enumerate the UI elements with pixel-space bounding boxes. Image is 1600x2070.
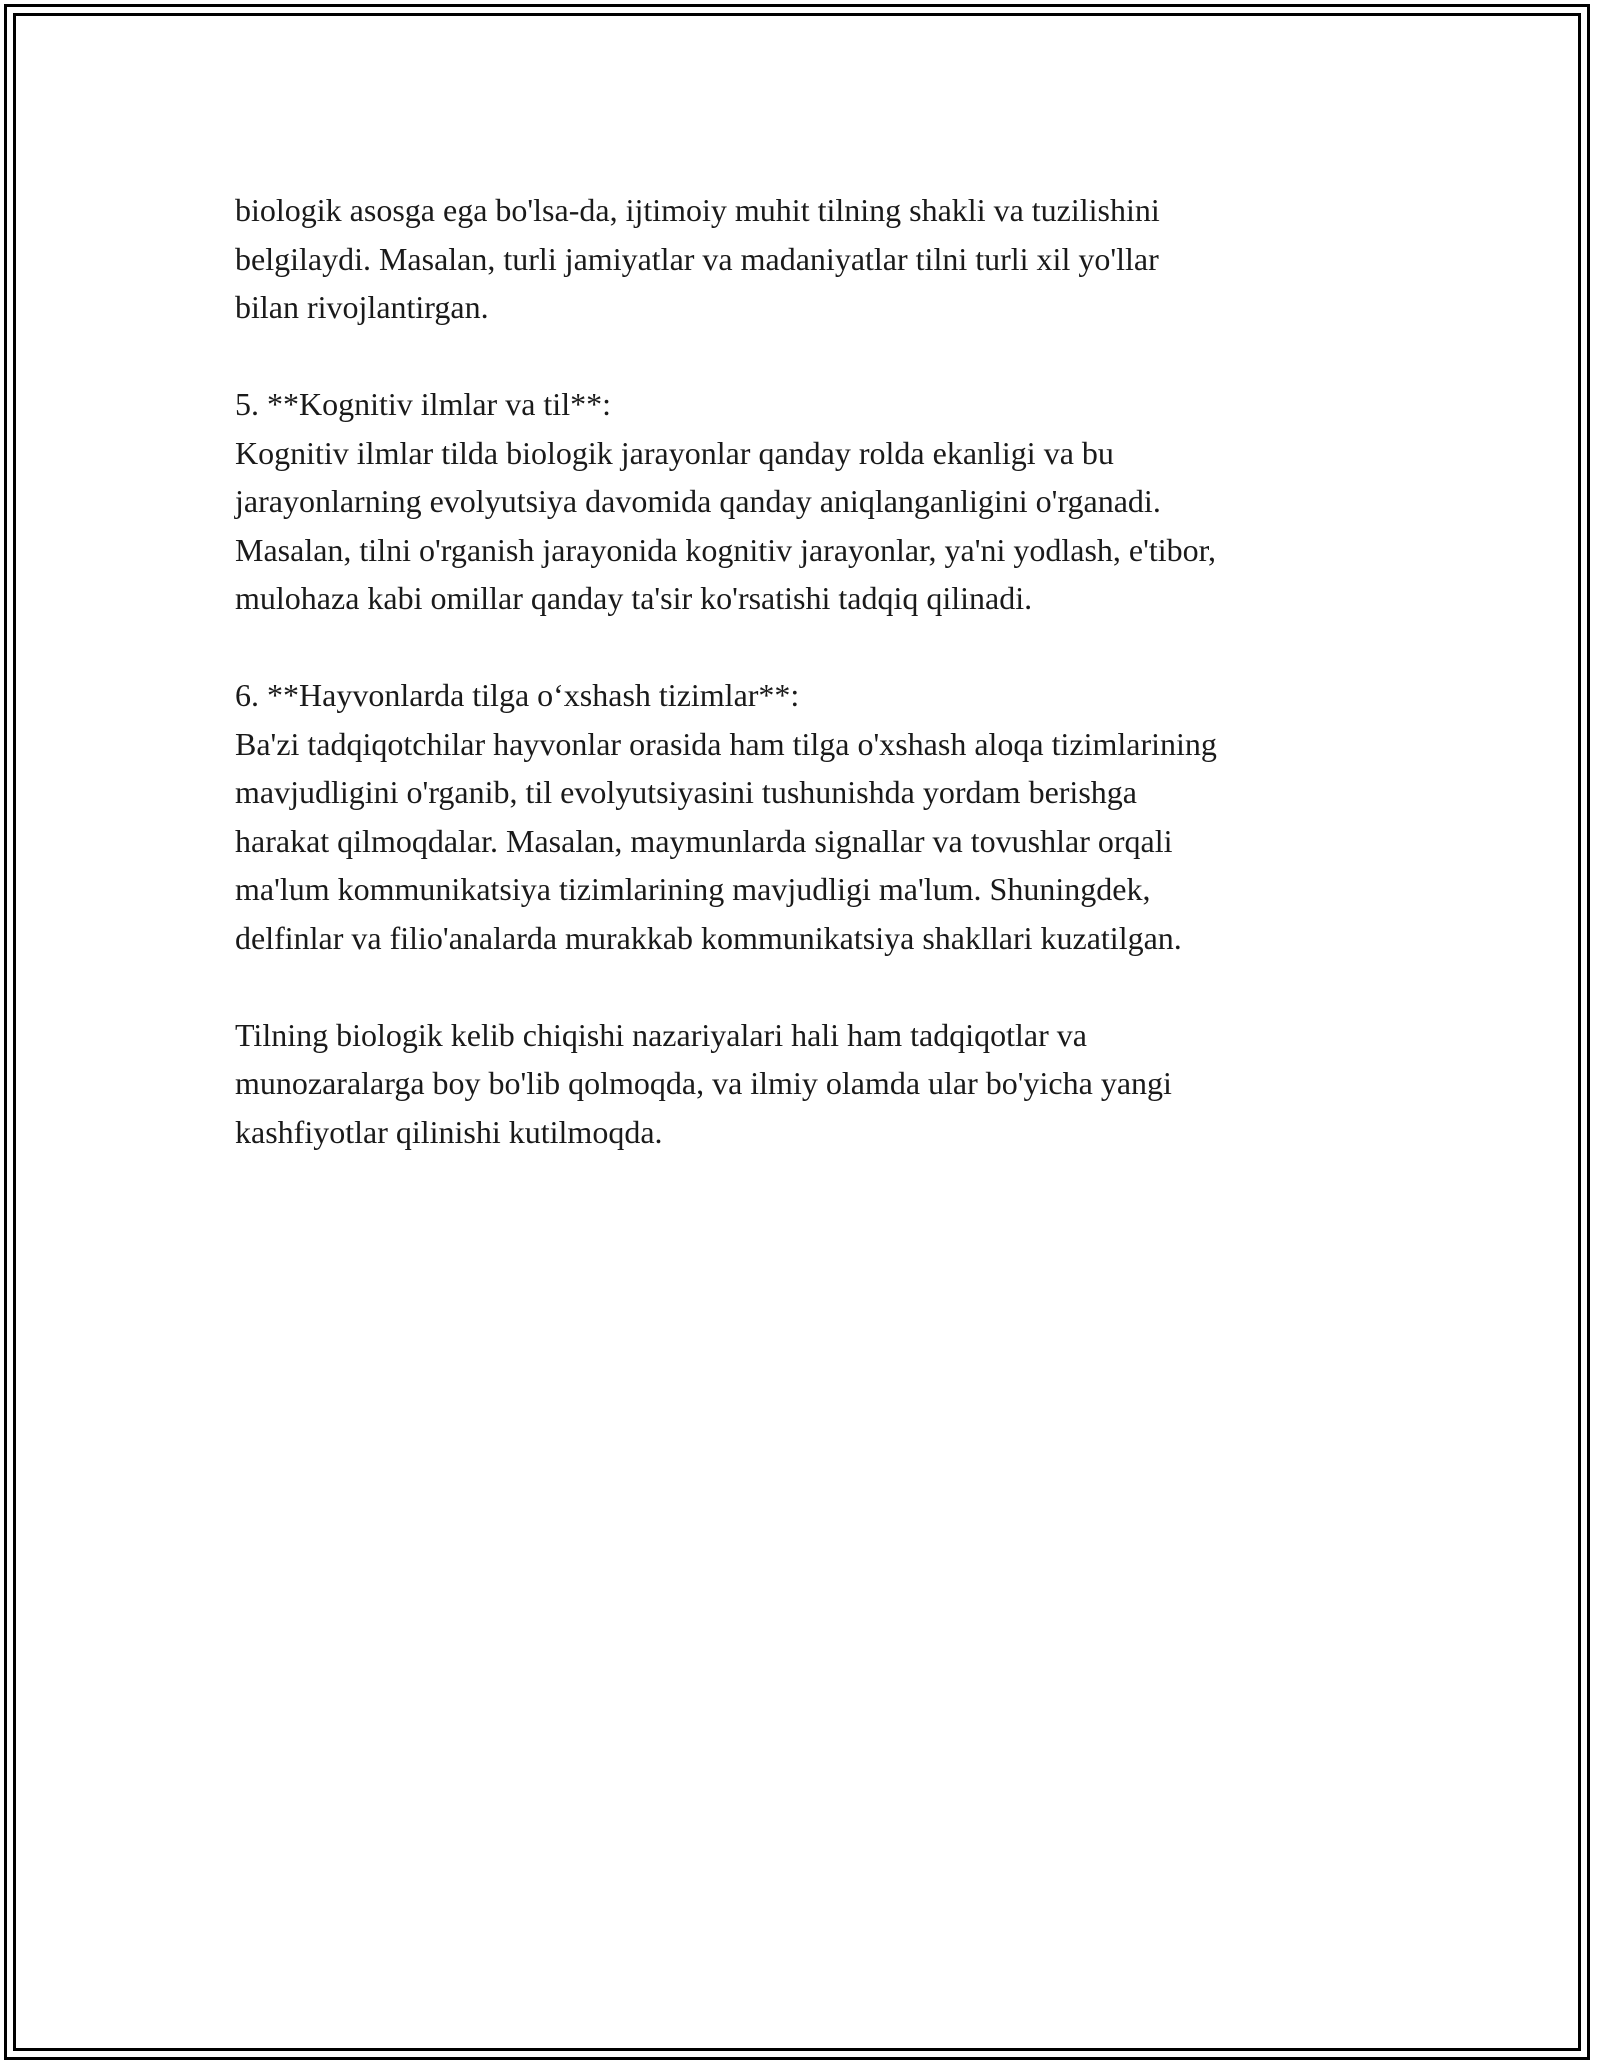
text-line: munozaralarga boy bo'lib qolmoqda, va ilmiy olamda ular bo'yicha yangi xyxy=(235,1065,1172,1101)
paragraph-conclusion xyxy=(235,1011,1415,1157)
text-line: Ba'zi tadqiqotchilar hayvonlar orasida ham tilga o'xshash aloqa tizimlarining xyxy=(235,725,1217,762)
text-line: mulohaza kabi omillar qanday ta'sir ko'rsatishi tadqiq qilinadi. xyxy=(235,580,1033,616)
text-line: harakat qilmoqdalar. Masalan, maymunlarda signallar va tovushlar orqali xyxy=(235,822,1173,859)
text-line: ma'lum kommunikatsiya tizimlarining mavjudligi ma'lum. Shuningdek, xyxy=(235,871,1151,907)
text-line: jarayonlarning evolyutsiya davomida qanday aniqlanganligini o'rganadi. xyxy=(235,483,1161,519)
text-line: belgilaydi. Masalan, turli jamiyatlar va madaniyatlar tilni turli xil yo'llar xyxy=(235,240,1159,277)
section-heading: 6. **Hayvonlarda tilga o‘xshash tizimlar**: xyxy=(235,677,800,713)
text-line: kashfiyotlar qilinishi kutilmoqda. xyxy=(235,1113,663,1150)
document-body xyxy=(235,186,1415,1205)
paragraph-continuation xyxy=(235,186,1415,332)
text-line: delfinlar va filio'analarda murakkab kommunikatsiya shakllari kuzatilgan. xyxy=(235,919,1182,956)
text-line: biologik asosga ega bo'lsa-da, ijtimoiy muhit tilning shakli va tuzilishini xyxy=(235,192,1160,228)
text-line: Kognitiv ilmlar tilda biologik jarayonlar qanday rolda ekanligi va bu xyxy=(235,434,1114,471)
text-line: Masalan, tilni o'rganish jarayonida kognitiv jarayonlar, ya'ni yodlash, e'tibor, xyxy=(235,531,1217,568)
paragraph-section-5 xyxy=(235,380,1415,623)
text-line: mavjudligini o'rganib, til evolyutsiyasini tushunishda yordam berishga xyxy=(235,774,1137,810)
paragraph-section-6 xyxy=(235,671,1415,962)
text-line: bilan rivojlantirgan. xyxy=(235,289,489,325)
text-line: Tilning biologik kelib chiqishi nazariyalari hali ham tadqiqotlar va xyxy=(235,1016,1087,1053)
section-heading: 5. **Kognitiv ilmlar va til**: xyxy=(235,386,611,422)
